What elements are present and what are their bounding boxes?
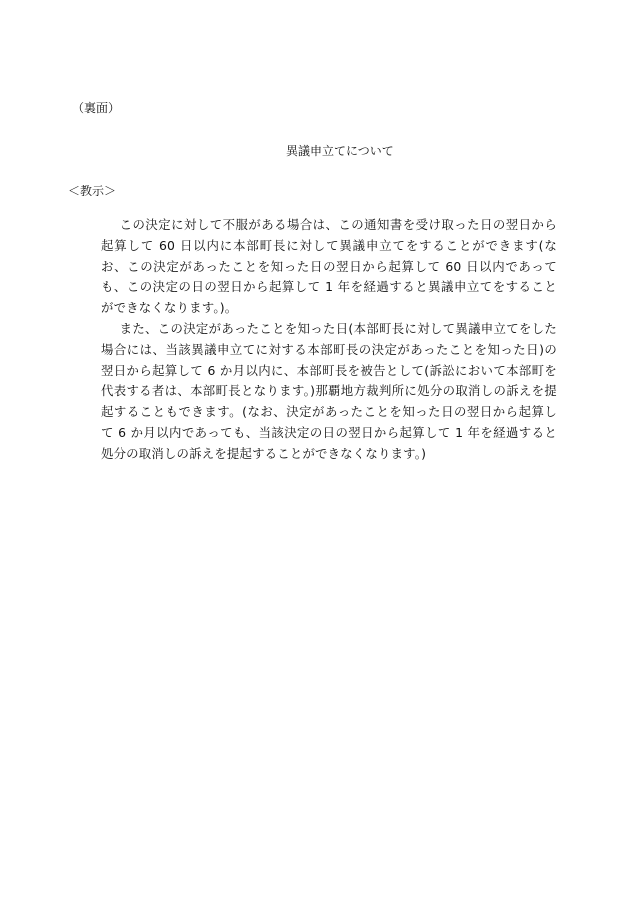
page-side-label: （裏面） xyxy=(72,101,121,115)
paragraph-lawsuit: また、この決定があったことを知った日(本部町長に対して異議申立てをした場合には、当該異議申立てに対する本部町長の決定があったことを知った日)の翌日から起算して 6 か月以内に、本部町長を被告として(訴訟において本部町を代表する者は、本部町長となります。)那覇地方裁判所に処分の取消しの訴えを提起することもできます。(なお、決定があったことを知った日の翌日から起算して 6 か月以内であっても、当該決定の日の翌日から起算して 1 年を経過すると処分の取消しの訴えを提起することができなくなります。) xyxy=(101,320,557,461)
instruction-body xyxy=(101,215,557,465)
paragraph-objection: この決定に対して不服がある場合は、この通知書を受け取った日の翌日から起算して 60 日以内に本部町長に対して異議申立てをすることができます(なお、この決定があったことを知った日の翌日から起算して 60 日以内であっても、この決定の日の翌日から起算して 1 年を経過すると異議申立てをすることができなくなります。)。 xyxy=(101,217,557,316)
section-heading: ＜教示＞ xyxy=(68,184,117,198)
document-title: 異議申立てについて xyxy=(286,144,394,158)
